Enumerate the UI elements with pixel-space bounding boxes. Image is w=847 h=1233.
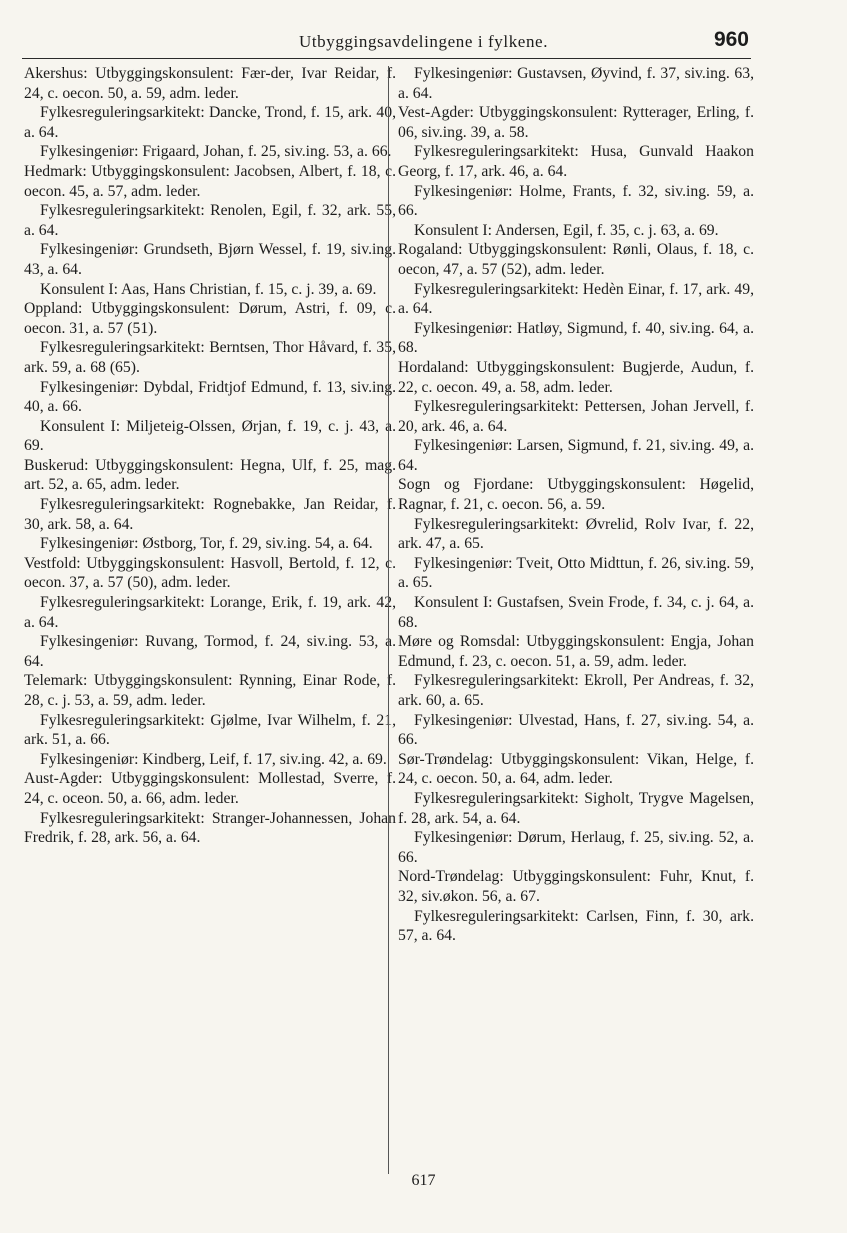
entry-nord-trondelag: Nord-Trøndelag: Utbyggingskonsulent: Fuhr, Knut, f. 32, siv.økon. 56, a. 67. bbox=[398, 868, 754, 905]
left-column bbox=[24, 64, 396, 848]
entry-buskerud-ingenior: Fylkesingeniør: Østborg, Tor, f. 29, siv.ing. 54, a. 64. bbox=[40, 535, 373, 553]
entry-telemark-ingenior: Fylkesingeniør: Kindberg, Leif, f. 17, siv.ing. 42, a. 69. bbox=[40, 750, 387, 768]
entry-akershus-ingenior: Fylkesingeniør: Frigaard, Johan, f. 25, siv.ing. 53, a. 66. bbox=[40, 143, 392, 161]
entry-hedmark-konsulent: Konsulent I: Aas, Hans Christian, f. 15, c. j. 39, a. 69. bbox=[40, 280, 377, 298]
entry-sor-trondelag-arkitekt: Fylkesreguleringsarkitekt: Sigholt, Trygve Magelsen, f. 28, ark. 54, a. 64. bbox=[398, 789, 754, 827]
entry-vest-agder-arkitekt: Fylkesreguleringsarkitekt: Husa, Gunvald Haakon Georg, f. 17, ark. 46, a. 64. bbox=[398, 143, 754, 180]
entry-aust-agder-ingenior: Fylkesingeniør: Gustavsen, Øyvind, f. 37, siv.ing. 63, a. 64. bbox=[398, 65, 754, 102]
entry-vest-agder: Vest-Agder: Utbyggingskonsulent: Rytterager, Erling, f. 06, siv.ing. 39, a. 58. bbox=[398, 104, 754, 141]
entry-hedmark: Hedmark: Utbyggingskonsulent: Jacobsen, Albert, f. 18, c. oecon. 45, a. 57, adm. leder. bbox=[24, 162, 396, 200]
entry-aust-agder: Aust-Agder: Utbyggingskonsulent: Mollestad, Sverre, f. 24, c. oceon. 50, a. 66, adm. leder. bbox=[24, 770, 396, 807]
entry-sogn-og-fjordane-konsulent: Konsulent I: Gustafsen, Svein Frode, f. 34, c. j. 64, a. 68. bbox=[398, 594, 754, 631]
header-rule bbox=[22, 58, 751, 59]
entry-akershus: Akershus: Utbyggingskonsulent: Fær-der, Ivar Reidar, f. 24, c. oecon. 50, a. 59, adm. leder. bbox=[24, 65, 396, 102]
entry-more-og-romsdal: Møre og Romsdal: Utbyggingskonsulent: Engja, Johan Edmund, f. 23, c. oecon. 51, a. 59, adm. leder. bbox=[398, 633, 754, 670]
page-header bbox=[0, 28, 847, 58]
entry-oppland-arkitekt: Fylkesreguleringsarkitekt: Berntsen, Thor Håvard, f. 35, ark. 59, a. 68 (65). bbox=[24, 339, 396, 376]
entry-rogaland-arkitekt: Fylkesreguleringsarkitekt: Hedèn Einar, f. 17, ark. 49, a. 64. bbox=[398, 280, 754, 318]
entry-oppland-konsulent: Konsulent I: Miljeteig-Olssen, Ørjan, f. 19, c. j. 43, a. 69. bbox=[24, 417, 396, 455]
right-column bbox=[398, 64, 754, 946]
entry-sor-trondelag-ingenior: Fylkesingeniør: Dørum, Herlaug, f. 25, siv.ing. 52, a. 66. bbox=[398, 829, 754, 866]
entry-vest-agder-konsulent: Konsulent I: Andersen, Egil, f. 35, c. j. 63, a. 69. bbox=[414, 221, 719, 239]
running-title: Utbyggingsavdelingene i fylkene. bbox=[298, 32, 549, 51]
entry-hedmark-arkitekt: Fylkesreguleringsarkitekt: Renolen, Egil, f. 32, ark. 55, a. 64. bbox=[24, 202, 396, 239]
entry-vestfold-ingenior: Fylkesingeniør: Ruvang, Tormod, f. 24, siv.ing. 53, a. 64. bbox=[24, 633, 396, 670]
entry-vestfold-arkitekt: Fylkesreguleringsarkitekt: Lorange, Erik, f. 19, ark. 42, a. 64. bbox=[24, 594, 396, 631]
entry-vestfold: Vestfold: Utbyggingskonsulent: Hasvoll, Bertold, f. 12, c. oecon. 37, a. 57 (50), adm. leder. bbox=[24, 554, 396, 592]
entry-oppland-ingenior: Fylkesingeniør: Dybdal, Fridtjof Edmund, f. 13, siv.ing. 40, a. 66. bbox=[24, 378, 396, 416]
entry-sogn-og-fjordane-arkitekt: Fylkesreguleringsarkitekt: Øvrelid, Rolv Ivar, f. 22, ark. 47, a. 65. bbox=[398, 515, 754, 553]
entry-hordaland-arkitekt: Fylkesreguleringsarkitekt: Pettersen, Johan Jervell, f. 20, ark. 46, a. 64. bbox=[398, 398, 754, 435]
entry-sor-trondelag: Sør-Trøndelag: Utbyggingskonsulent: Vikan, Helge, f. 24, c. oecon. 50, a. 64, adm. leder. bbox=[398, 750, 754, 788]
page-folio: 617 bbox=[411, 1172, 436, 1189]
entry-telemark: Telemark: Utbyggingskonsulent: Rynning, Einar Rode, f. 28, c. j. 53, a. 59, adm. leder. bbox=[24, 672, 396, 709]
entry-rogaland-ingenior: Fylkesingeniør: Hatløy, Sigmund, f. 40, siv.ing. 64, a. 68. bbox=[398, 319, 754, 357]
entry-vest-agder-ingenior: Fylkesingeniør: Holme, Frants, f. 32, siv.ing. 59, a. 66. bbox=[398, 182, 754, 220]
entry-sogn-og-fjordane: Sogn og Fjordane: Utbyggingskonsulent: Høgelid, Ragnar, f. 21, c. oecon. 56, a. 59. bbox=[398, 476, 754, 514]
entry-more-og-romsdal-ingenior: Fylkesingeniør: Ulvestad, Hans, f. 27, siv.ing. 54, a. 66. bbox=[398, 711, 754, 749]
entry-rogaland: Rogaland: Utbyggingskonsulent: Rønli, Olaus, f. 18, c. oecon, 47, a. 57 (52), adm. leder. bbox=[398, 241, 754, 278]
entry-sogn-og-fjordane-ingenior: Fylkesingeniør: Tveit, Otto Midttun, f. 26, siv.ing. 59, a. 65. bbox=[398, 554, 754, 592]
entry-more-og-romsdal-arkitekt: Fylkesreguleringsarkitekt: Ekroll, Per Andreas, f. 32, ark. 60, a. 65. bbox=[398, 672, 754, 709]
entry-hedmark-ingenior: Fylkesingeniør: Grundseth, Bjørn Wessel, f. 19, siv.ing. 43, a. 64. bbox=[24, 241, 396, 278]
entry-buskerud-arkitekt: Fylkesreguleringsarkitekt: Rognebakke, Jan Reidar, f. 30, ark. 58, a. 64. bbox=[24, 496, 396, 533]
entry-akershus-arkitekt: Fylkesreguleringsarkitekt: Dancke, Trond, f. 15, ark. 40, a. 64. bbox=[24, 104, 396, 141]
entry-buskerud: Buskerud: Utbyggingskonsulent: Hegna, Ulf, f. 25, mag. art. 52, a. 65, adm. leder. bbox=[24, 456, 396, 494]
entry-oppland: Oppland: Utbyggingskonsulent: Dørum, Astri, f. 09, c. oecon. 31, a. 57 (51). bbox=[24, 300, 396, 337]
column-divider bbox=[388, 66, 389, 1174]
entry-nord-trondelag-arkitekt: Fylkesreguleringsarkitekt: Carlsen, Finn, f. 30, ark. 57, a. 64. bbox=[398, 907, 754, 945]
entry-telemark-arkitekt: Fylkesreguleringsarkitekt: Gjølme, Ivar Wilhelm, f. 21, ark. 51, a. 66. bbox=[24, 711, 396, 749]
entry-hordaland-ingenior: Fylkesingeniør: Larsen, Sigmund, f. 21, siv.ing. 49, a. 64. bbox=[398, 437, 754, 474]
page-number: 960 bbox=[713, 28, 749, 51]
entry-aust-agder-arkitekt: Fylkesreguleringsarkitekt: Stranger-Johannessen, Johan Fredrik, f. 28, ark. 56, a. 64. bbox=[24, 809, 396, 847]
entry-hordaland: Hordaland: Utbyggingskonsulent: Bugjerde, Audun, f. 22, c. oecon. 49, a. 58, adm. leder. bbox=[398, 358, 754, 396]
